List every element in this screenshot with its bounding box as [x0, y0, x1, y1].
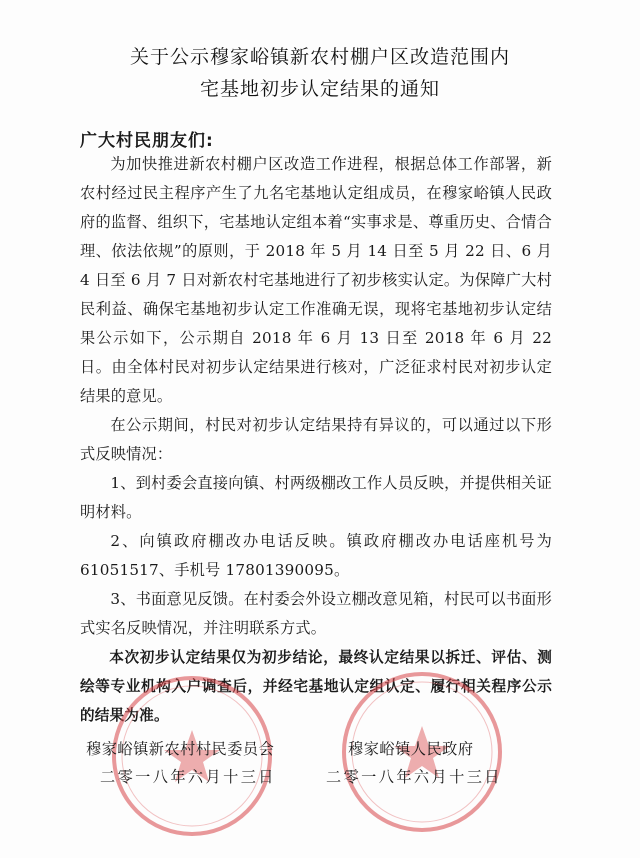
paragraph-final-note: 本次初步认定结果仅为初步结论，最终认定结果以拆迁、评估、测绘等专业机构入户调查后，并经宅基地认定组认定、履行相关程序公示的结果为准。	[80, 649, 552, 724]
paragraph-method-2: 2、向镇政府棚改办电话反映。镇政府棚改办电话座机号为 61051517、手机号 17801390095。	[80, 532, 552, 579]
paragraph-method-3: 3、书面意见反馈。在村委会外设立棚改意见箱，村民可以书面形式实名反映情况，并注明联系方式。	[80, 590, 552, 637]
left-signature-date: 二零一八年六月十三日	[100, 768, 276, 786]
left-signatory: 穆家峪镇新农村村民委员会	[86, 740, 275, 758]
notice-title-line1: 关于公示穆家峪镇新农村棚户区改造范围内	[129, 46, 510, 68]
notice-title-line2: 宅基地初步认定结果的通知	[199, 78, 440, 100]
notice-body	[80, 150, 552, 730]
paragraph-intro: 为加快推进新农村棚户区改造工作进程，根据总体工作部署，新农村经过民主程序产生了九名宅基地认定组成员，在穆家峪镇人民政府的监督、组织下，宅基地认定组本着“实事求是、尊重历史、合情合理、依法依规”的原则，于 2018 年 5 月 14 日至 5 月 22 日、6 月 4 日至 6 月 7 日对新农村宅基地进行了初步核实认定。为保障广大村民利益、确保宅基地初步认定工作准确无误，现将宅基地初步认定结果公示如下，公示期自 2018 年 6 月 13 日至 2018 年 6 月 22 日。由全体村民对初步认定结果进行核对，广泛征求村民对初步认定结果的意见。	[80, 155, 552, 405]
salutation: 广大村民朋友们:	[80, 131, 214, 151]
paragraph-objection: 在公示期间，村民对初步认定结果持有异议的，可以通过以下形式反映情况：	[80, 416, 552, 463]
paragraph-method-1: 1、到村委会直接向镇、村两级棚改工作人员反映，并提供相关证明材料。	[80, 474, 552, 521]
right-signatory: 穆家峪镇人民政府	[348, 740, 474, 758]
right-signature-date: 二零一八年六月十三日	[326, 768, 502, 786]
